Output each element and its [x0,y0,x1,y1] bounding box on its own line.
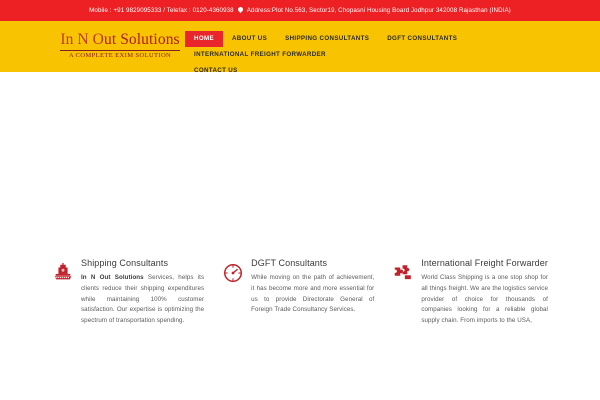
nav-item-shipping-consultants[interactable]: SHIPPING CONSULTANTS [285,35,370,42]
top-contact-bar-content [89,7,511,14]
nav-item-dgft-consultants[interactable]: DGFT CONSULTANTS [387,35,458,42]
nav-item-contact-us[interactable]: CONTACT US [194,67,238,75]
service-column-dgft-consultants[interactable] [222,259,374,327]
nav-item-about-us[interactable]: ABOUT US [231,35,268,42]
ship-icon [52,259,74,285]
service-text-freight: World Class Shipping is a one stop shop for all things freight. We are the logistics service provider of choice for thousands of companies looking for a reliable global supply chain. From imports to the USA, [421,273,548,325]
service-body-freight [421,259,548,327]
site-logo[interactable] [60,27,180,59]
service-title-shipping: Shipping Consultants [81,258,169,268]
service-title-dgft: DGFT Consultants [251,258,328,268]
service-column-shipping-consultants[interactable] [52,259,204,327]
nav-item-international-freight-forwarder[interactable]: INTERNATIONAL FREIGHT FORWARDER [194,51,326,59]
service-text-body-shipping: Services, helps its clients reduce their shipping expenditures while maintaining 100% customer satisfaction. Our expertise is optimizing the spectrum of transportation spending. [81,273,205,325]
service-column-international-freight-forwarder[interactable] [392,259,548,327]
logo-divider [60,50,180,51]
map-pin-icon [238,7,243,14]
hero-slider-area[interactable] [0,72,600,259]
contact-address-text: Address:Plot No.563, Sector19, Chopasni Housing Board Jodhpur 342008 Rajasthan (INDIA) [246,7,511,14]
service-body-shipping [81,259,204,327]
puzzle-piece-icon [392,259,414,285]
service-text-lead-bold-shipping: In N Out Solutions [81,273,144,281]
logo-primary-text [60,32,180,48]
service-text-dgft: While moving on the path of achievement, it has become more and more essential for us to provide Directorate General of Foreign Trade Consultancy Services. [251,273,375,314]
site-header [0,21,600,75]
nav-item-home[interactable]: HOME [185,31,223,47]
top-contact-bar [0,0,600,21]
speedometer-icon [222,259,244,285]
logo-tagline: A COMPLETE EXIM SOLUTION [68,52,172,60]
service-body-dgft [251,259,374,327]
logo-text-part-two: ut Solutions [103,31,180,48]
main-navigation [185,27,545,80]
contact-phone-text: Mobile : +91 9829095333 / Telefax : 0120-4360938 [89,7,234,14]
services-section [0,259,600,327]
service-text-shipping [81,273,204,327]
logo-text-part-one: In N O [60,31,104,48]
service-title-freight: International Freight Forwarder [421,258,548,268]
